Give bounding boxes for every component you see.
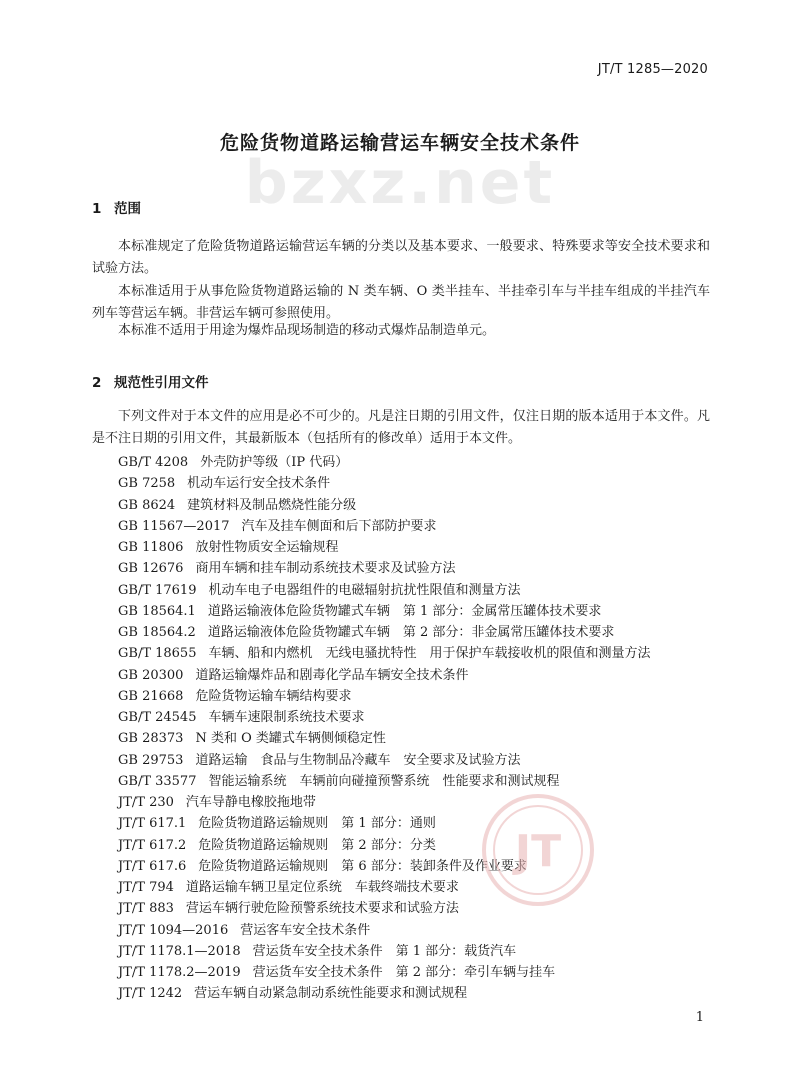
reference-title: 外壳防护等级（IP 代码） [200,455,349,470]
section-number: 2 [92,375,102,391]
reference-item [118,516,718,537]
reference-title: 智能运输系统 车辆前向碰撞预警系统 性能要求和测试规程 [208,773,560,789]
section-2-heading [92,371,209,391]
reference-code: GB/T 24545 [118,710,197,725]
reference-item [118,813,718,834]
reference-code: GB 7258 [118,476,176,492]
reference-title: 营运客车安全技术条件 [240,922,371,938]
reference-item [118,983,718,1004]
reference-title: 机动车运行安全技术条件 [187,476,331,492]
reference-title: 机动车电子电器组件的电磁辐射抗扰性限值和测量方法 [208,582,521,598]
reference-code: GB 28373 [118,731,184,747]
reference-item [118,856,718,877]
reference-title: 危险货物运输车辆结构要求 [195,688,352,704]
reference-code: GB 20300 [118,667,184,683]
reference-code: GB 29753 [118,752,184,768]
watermark: bzxz.net [244,148,556,218]
reference-code: JT/T 1178.1—2018 [118,943,241,959]
reference-title: 汽车及挂车侧面和后下部防护要求 [241,518,437,534]
scope-paragraph-1: 本标准规定了危险货物道路运输营运车辆的分类以及基本要求、一般要求、特殊要求等安全技术要求和试验方法。 [92,239,710,276]
reference-code: JT/T 1242 [118,986,183,1002]
page-number: 1 [695,1010,704,1025]
reference-item [118,792,718,813]
reference-item [118,686,718,707]
scope-paragraph-2: 本标准适用于从事危险货物道路运输的 N 类车辆、O 类半挂车、半挂牵引车与半挂车组成的半挂汽车列车等营运车辆。非营运车辆可参照使用。 [92,284,710,321]
reference-code: GB 21668 [118,688,184,704]
reference-code: JT/T 1178.2—2019 [118,965,241,980]
reference-item [118,473,718,494]
reference-item [118,452,718,473]
reference-title: 营运车辆行驶危险预警系统技术要求和试验方法 [185,901,459,917]
reference-item [118,665,718,686]
reference-code: JT/T 617.6 [118,858,187,874]
reference-title: 营运货车安全技术条件 第 1 部分：载货汽车 [252,943,517,959]
references-intro: 下列文件对于本文件的应用是必不可少的。凡是注日期的引用文件，仅注日期的版本适用于本文件。凡是不注日期的引用文件，其最新版本（包括所有的修改单）适用于本文件。 [92,409,710,446]
reference-item [118,771,718,792]
jt-stamp-icon [478,790,598,910]
reference-item [118,601,718,622]
reference-title: 车辆车速限制系统技术要求 [208,710,365,725]
reference-title: 汽车导静电橡胶拖地带 [185,795,316,810]
reference-code: JT/T 617.2 [118,837,187,853]
reference-item [118,728,718,749]
reference-item [118,707,718,728]
reference-item [118,622,718,643]
reference-code: JT/T 1094—2016 [118,922,229,938]
reference-title: 车辆、船和内燃机 无线电骚扰特性 用于保护车载接收机的限值和测量方法 [208,646,651,662]
reference-title: 危险货物道路运输规则 第 6 部分：装卸条件及作业要求 [198,858,527,874]
reference-item [118,537,718,558]
reference-title: N 类和 O 类罐式车辆侧倾稳定性 [195,731,386,747]
section-1-heading [92,197,141,217]
reference-code: GB/T 33577 [118,773,197,789]
reference-code: GB 12676 [118,561,184,577]
reference-item [118,962,718,983]
document-title: 危险货物道路运输营运车辆安全技术条件 [219,132,580,154]
reference-item [118,877,718,898]
reference-code: GB 18564.1 [118,603,196,619]
reference-code: GB 8624 [118,497,176,513]
reference-title: 商用车辆和挂车制动系统技术要求及试验方法 [195,561,456,577]
reference-title: 危险货物道路运输规则 第 2 部分：分类 [198,837,436,853]
reference-code: JT/T 230 [118,795,174,810]
reference-title: 营运货车安全技术条件 第 2 部分：牵引车辆与挂车 [252,965,556,980]
document-code: JT/T 1285—2020 [597,62,708,77]
reference-code: GB 11567—2017 [118,518,230,534]
reference-code: JT/T 794 [118,880,174,895]
reference-code: GB 11806 [118,540,184,555]
reference-code: GB/T 17619 [118,582,197,598]
section-title: 规范性引用文件 [114,375,209,391]
section-number: 1 [92,201,102,217]
reference-code: GB/T 18655 [118,646,197,662]
reference-item [118,898,718,919]
reference-title: 放射性物质安全运输规程 [195,540,339,555]
section-title: 范围 [114,201,141,217]
reference-title: 危险货物道路运输规则 第 1 部分：通则 [198,816,436,832]
reference-title: 道路运输爆炸品和剧毒化学品车辆安全技术条件 [195,667,469,683]
reference-title: 道路运输 食品与生物制品冷藏车 安全要求及试验方法 [195,752,521,768]
reference-title: 道路运输液体危险货物罐式车辆 第 2 部分：非金属常压罐体技术要求 [207,625,615,640]
reference-item [118,920,718,941]
reference-item [118,643,718,664]
stamp-text: JT [514,826,562,877]
reference-item [118,558,718,579]
reference-title: 营运车辆自动紧急制动系统性能要求和测试规程 [194,986,468,1002]
reference-title: 道路运输液体危险货物罐式车辆 第 1 部分：金属常压罐体技术要求 [207,603,602,619]
reference-item [118,835,718,856]
reference-item [118,495,718,516]
reference-list [118,452,718,1005]
reference-code: JT/T 883 [118,901,174,917]
reference-item [118,580,718,601]
reference-item [118,750,718,771]
reference-code: GB/T 4208 [118,455,189,470]
reference-title: 建筑材料及制品燃烧性能分级 [187,497,357,513]
reference-item [118,941,718,962]
scope-paragraph-3: 本标准不适用于用途为爆炸品现场制造的移动式爆炸品制造单元。 [118,323,496,338]
reference-code: GB 18564.2 [118,625,196,640]
reference-title: 道路运输车辆卫星定位系统 车载终端技术要求 [185,880,459,895]
reference-code: JT/T 617.1 [118,816,187,832]
